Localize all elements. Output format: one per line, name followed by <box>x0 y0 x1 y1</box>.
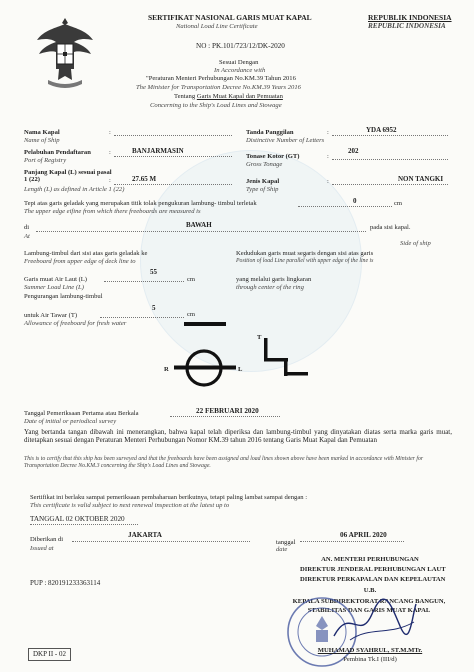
ring-label: Kedudukan garis muat segaris dengan sisi atas garis <box>236 250 374 257</box>
side-label-en: Side of ship <box>400 240 431 247</box>
deckline-unit: cm <box>394 200 403 207</box>
issued-at-label-en: Issued at <box>30 545 54 552</box>
form-code: DKP II - 02 <box>28 648 71 661</box>
certificate-title-en: National Load Line Certificate <box>176 23 258 30</box>
issued-at-label: Diberikan di <box>30 536 64 543</box>
position-value: BAWAH <box>186 221 212 229</box>
type-line <box>332 184 448 185</box>
colon: : <box>327 153 329 160</box>
country: REPUBLIK INDONESIA <box>368 13 452 22</box>
regarding-line <box>174 93 283 100</box>
colon: : <box>327 178 329 185</box>
length-value: 27.65 M <box>132 175 157 183</box>
type-label: Jenis Kapal <box>246 178 280 185</box>
accordance-label-en: In Accordance with <box>214 67 266 74</box>
fresh-label-en: Allowance of freeboard for fresh water <box>24 320 127 327</box>
summer-label-en: Summer Load Line (L) <box>24 284 84 291</box>
freeboard-label-en: Freeboard from upper edge of deck line to <box>24 258 136 265</box>
statement: Yang bertanda tangan dibawah ini menerangkan, bahwa kapal telah diperiksa dan lambung-timbul yang dinyatakan diatas serta marka garis muat, ditetapkan sesuai dengan Peraturan Menteri Perhubungan Nomor KM.39 tahun 2016 tentang Garis Muat Kapal dan Pemuatan <box>24 428 452 445</box>
ship-name-label-en: Name of Ship <box>24 137 60 144</box>
signatory-name: MUHAMAD SYAHRUL, ST.M.MTr. <box>317 647 423 654</box>
signature-line1: AN. MENTERI PERHUBUNGAN <box>321 556 419 563</box>
country-en: REPUBLIC INDONESIA <box>368 22 446 30</box>
tonnage-label: Tonase Kotor (GT) <box>246 153 300 160</box>
garuda-emblem <box>34 14 96 92</box>
certificate-title: SERTIFIKAT NASIONAL GARIS MUAT KAPAL <box>148 13 312 22</box>
tonnage-line <box>332 159 448 160</box>
statement-en: This is to certify that this ship has been surveyed and that the freeboards have been assigned and load lines shown above have been marked in accordance with Minister for Transportation Decree No.KM.3 concerning the Ship's Load Lines and Stowage. <box>24 456 424 469</box>
through-label: yang melalui garis lingkaran <box>236 276 312 283</box>
fresh-unit: cm <box>187 311 196 318</box>
summer-label: Garis muat Air Laut (L) <box>24 276 87 283</box>
length-label: Panjang Kapal (L) sesuai pasal 1 (22) <box>24 169 112 183</box>
side-label: pada sisi kapal. <box>370 224 411 231</box>
port-label-en: Port of Registry <box>24 157 67 164</box>
freeboard-label: Lambung-timbul dari sisi atas garis geladak ke <box>24 250 148 257</box>
issue-date-label: tanggal <box>276 539 296 546</box>
mark-letter-l: L <box>238 366 243 373</box>
regulation-en: The Minister for Transportation Decree No.KM.39 Years 2016 <box>136 84 301 91</box>
valid-until-line <box>30 524 138 525</box>
regarding-prefix: Tentang <box>174 93 196 100</box>
issue-date: 06 APRIL 2020 <box>340 531 387 539</box>
colon: : <box>109 129 111 136</box>
mark-letter-t: T <box>257 334 262 341</box>
survey-date-label-en: Date of initial or periodical survey <box>24 418 117 425</box>
deckline-text: Tepi atas garis geladak yang merupakan titik tolak pengukuran lambung- timbul terletak <box>24 200 257 207</box>
callsign-value: YDA 6952 <box>366 126 397 134</box>
fresh-label: untuk Air Tawar (T) <box>24 312 78 319</box>
signatory-rank: Pembina Tk.I (III/d) <box>343 656 397 663</box>
issued-place-line <box>72 541 250 542</box>
ring-label-en: Position of load Line parallel with upper edge of the line is <box>236 258 374 264</box>
valid-until: TANGGAL 02 OKTOBER 2020 <box>30 515 125 523</box>
port-value: BANJARMASIN <box>132 147 184 155</box>
summer-value: 55 <box>150 268 157 276</box>
position-line <box>36 231 366 232</box>
deckline-text-en: The upper edge eifine from which there freeboards are measured is <box>24 208 201 215</box>
certificate-number: NO : PK.101/723/12/DK-2020 <box>196 42 285 50</box>
fresh-value: 5 <box>152 304 156 312</box>
type-label-en: Type of Ship <box>246 186 279 193</box>
callsign-label-en: Distinctive Number of Letters <box>246 137 325 144</box>
length-label-en: Length (L) as defined in Article 1 (22) <box>24 186 125 193</box>
colon: : <box>109 149 111 156</box>
at-label: di <box>24 224 30 231</box>
tonnage-label-en: Gross Tonage <box>246 161 283 168</box>
at-label-en: At <box>24 233 30 240</box>
signature-line3: DIREKTUR PERKAPALAN DAN KEPELAUTAN <box>300 576 446 583</box>
callsign-label: Tanda Panggilan <box>246 129 294 136</box>
summer-line <box>104 281 184 282</box>
port-line <box>114 156 232 157</box>
signature-scribble <box>330 596 420 644</box>
mark-letter-r: R <box>164 366 169 373</box>
pup-number: PUP : 820191233363114 <box>30 579 101 587</box>
signature-line6: STABILITAS DAN GARIS MUAT KAPAL <box>307 607 431 614</box>
port-label: Pelabuhan Pendaftaran <box>24 149 91 156</box>
issue-date-label-en: date <box>276 546 288 553</box>
reduction-label: Pengurangan lambung-timbul <box>24 293 103 300</box>
type-value: NON TANGKI <box>398 175 444 183</box>
issue-date-line <box>300 541 404 542</box>
deckline-value: 0 <box>353 197 357 205</box>
load-line-mark-diagram <box>150 318 320 392</box>
regarding-text: Garis Muat Kapal dan Pemuatan <box>196 93 283 100</box>
signature-line5: KEPALA SUBDIREKTORAT RANCANG BANGUN, <box>292 598 446 605</box>
issued-place: JAKARTA <box>128 531 162 539</box>
regulation: "Peraturan Menteri Perhubungan No.KM.39 Tahun 2016 <box>146 75 296 82</box>
survey-date: 22 FEBRUARI 2020 <box>196 407 259 415</box>
colon: : <box>109 177 111 184</box>
summer-unit: cm <box>187 276 196 283</box>
survey-date-label: Tanggal Pemeriksaan Pertama atau Berkala <box>24 410 139 417</box>
survey-date-line <box>170 416 280 417</box>
callsign-line <box>332 135 448 136</box>
ship-name-label: Nama Kapal <box>24 129 60 136</box>
signature-line4: U.B. <box>363 587 377 594</box>
validity-en: This certificate is valid subject to next renewal inspection at the latest up to <box>30 502 230 509</box>
colon: : <box>327 129 329 136</box>
accordance-label: Sesuai Dengan <box>219 59 259 66</box>
deckline-line <box>298 206 392 207</box>
ship-name-line <box>114 135 232 136</box>
tonnage-value: 202 <box>348 147 359 155</box>
length-line <box>114 184 232 185</box>
regarding-en: Concerning to the Ship's Load Lines and Stowage <box>150 102 282 109</box>
signature-line2: DIREKTUR JENDERAL PERHUBUNGAN LAUT <box>300 566 446 573</box>
through-label-en: through center of the ring <box>236 284 304 291</box>
validity: Sertifikat ini berlaku sampai pemeriksaan pembaharuan berikutnya, tetapi paling lambat sampai dengan : <box>30 494 308 501</box>
